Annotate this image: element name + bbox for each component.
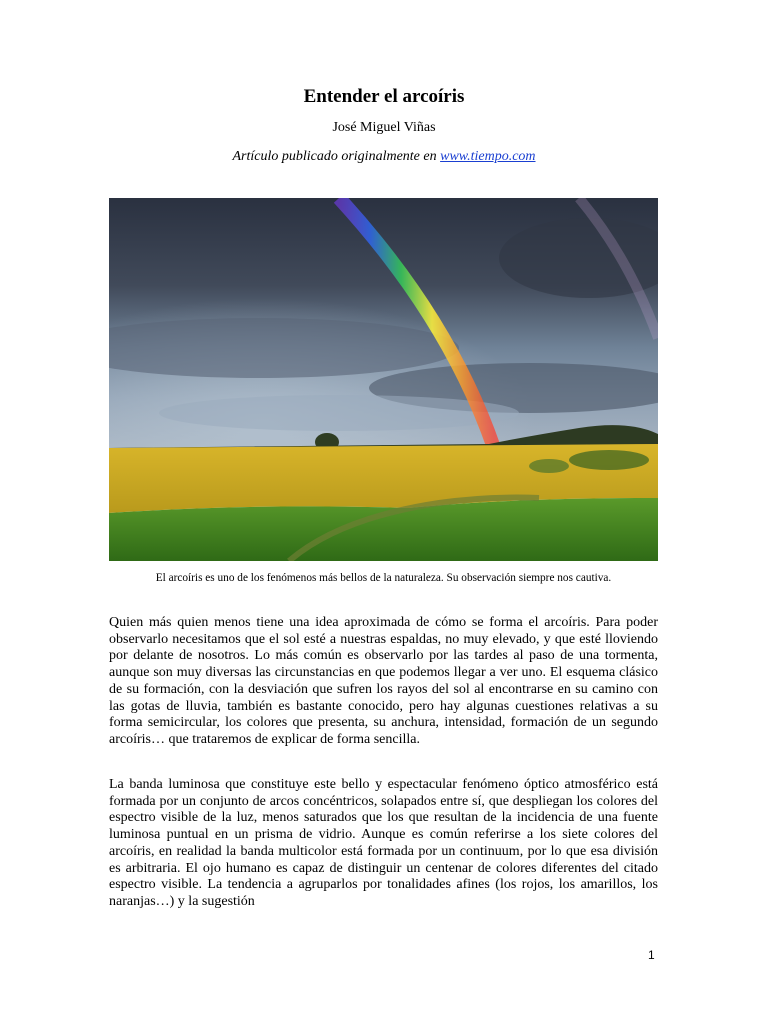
rainbow-photo xyxy=(109,198,658,561)
document-author: José Miguel Viñas xyxy=(332,120,436,135)
paragraph: Quien más quien menos tiene una idea aproximada de cómo se forma el arcoíris. Para poder observarlo necesitamos que el sol esté a nuestras espaldas, no muy elevado, y que esté lloviendo por delante de nosotros. Lo más común es observarlo por las tardes al paso de una tormenta, aunque son muy diversas las circunstancias en que podemos llegar a ver uno. El esquema clásico de su formación, con la desviación que sufren los rayos del sol al encontrarse en su camino con las gotas de lluvia, también es bastante conocido, pero hay algunas cuestiones relativas a su forma semicircular, los colores que presenta, su anchura, intensidad, formación de un segundo arcoíris… que trataremos de explicar de forma sencilla. xyxy=(109,615,658,747)
publication-line xyxy=(0,149,768,165)
paragraph: La banda luminosa que constituye este bello y espectacular fenómeno óptico atmosférico está formada por un conjunto de arcos concéntricos, solapados entre sí, que despliegan los colores del espectro visible de la luz, menos saturados que los que resultan de la incidencia de una fuente luminosa puntual en un prisma de vidrio. Aunque es común referirse a los siete colores del arcoíris, en realidad la banda multicolor está formada por un continuum, por lo que esa división es arbitraria. El ojo humano es capaz de distinguir un centenar de colores diferentes del citado espectro visible. La tendencia a agruparlos por tonalidades afines (los rojos, los amarillos, los naranjas…) y la sugestión xyxy=(109,777,658,909)
page-number: 1 xyxy=(648,948,655,962)
publication-link[interactable]: www.tiempo.com xyxy=(440,149,536,164)
document-title: Entender el arcoíris xyxy=(303,86,465,107)
figure-caption: El arcoíris es uno de los fenómenos más bellos de la naturaleza. Su observación siempre nos cautiva. xyxy=(155,572,612,584)
publication-prefix: Artículo publicado originalmente en xyxy=(232,149,437,164)
